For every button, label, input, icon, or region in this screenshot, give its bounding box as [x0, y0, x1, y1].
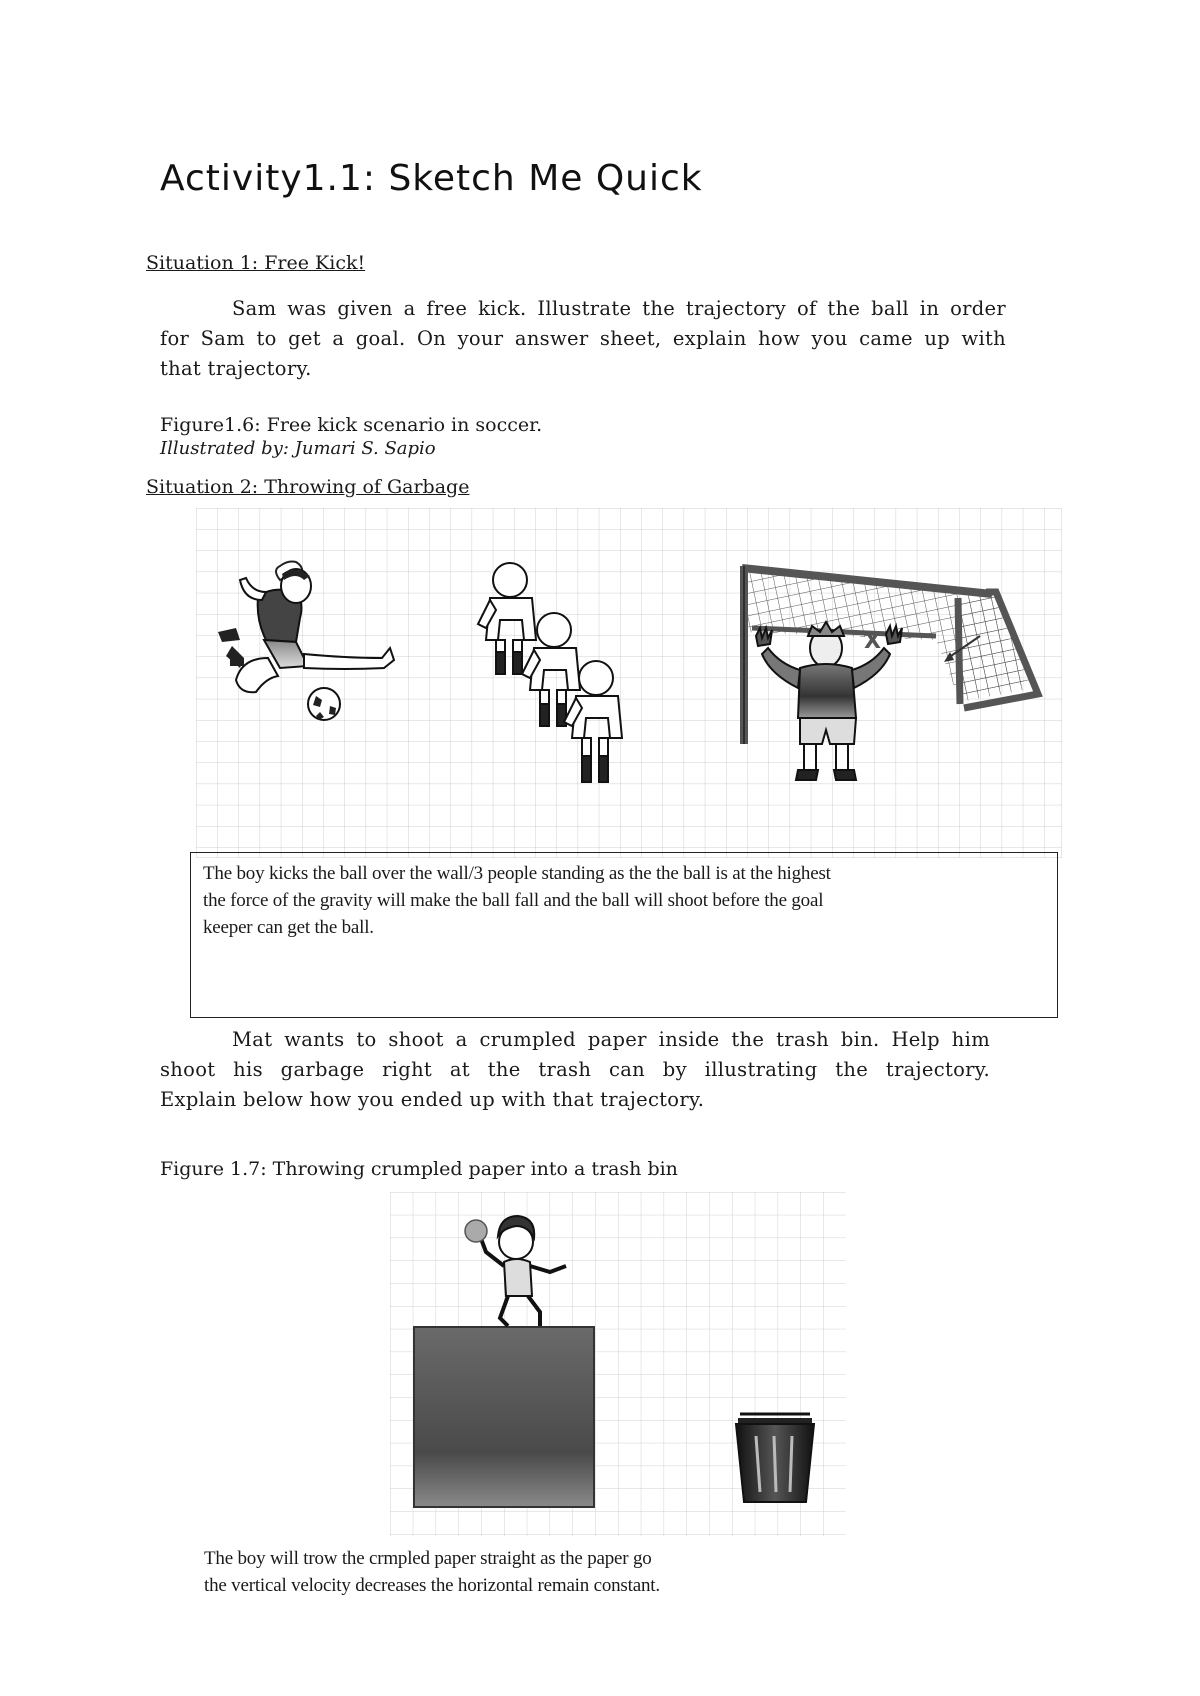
situation-2-paragraph-line-1: Mat wants to shoot a crumpled paper inside the trash bin. Help him: [232, 1028, 990, 1051]
illustration-credit: Illustrated by: Jumari S. Sapio: [160, 438, 436, 459]
situation-1-heading: Situation 1: Free Kick!: [146, 252, 366, 274]
situation-1-paragraph-line-2: for Sam to get a goal. On your answer sheet, explain how you came up with: [160, 327, 1006, 350]
situation-2-paragraph-line-2: shoot his garbage right at the trash can by illustrating the trajectory.: [160, 1058, 990, 1081]
situation-2-heading: Situation 2: Throwing of Garbage: [146, 476, 470, 498]
figure-1-6-caption: Figure1.6: Free kick scenario in soccer.: [160, 414, 543, 436]
situation-1-answer-line-3: keeper can get the ball.: [203, 917, 374, 938]
figure-1-7-caption: Figure 1.7: Throwing crumpled paper into a trash bin: [160, 1158, 678, 1180]
situation-2-paragraph-line-3: Explain below how you ended up with that trajectory.: [160, 1088, 705, 1111]
page-title: Activity1.1: Sketch Me Quick: [160, 158, 703, 199]
situation-1-answer-line-1: The boy kicks the ball over the wall/3 people standing as the the ball is at the highest: [203, 863, 831, 884]
situation-1-answer-box[interactable]: [190, 852, 1058, 1018]
trash-bin: [736, 1414, 814, 1502]
situation-2-answer-line-1: The boy will trow the crmpled paper straight as the paper go: [204, 1548, 652, 1569]
platform-box: [414, 1327, 594, 1507]
free-kick-figure: [196, 508, 1062, 858]
situation-1-paragraph-line-1: Sam was given a free kick. Illustrate the trajectory of the ball in order: [232, 297, 1006, 320]
situation-1-answer-line-2: the force of the gravity will make the ball fall and the ball will shoot before the goal: [203, 890, 824, 911]
situation-1-paragraph-line-3: that trajectory.: [160, 357, 312, 380]
goal-target-mark: X: [864, 629, 881, 654]
crumpled-paper-ball: [465, 1220, 487, 1242]
trash-throw-figure: [390, 1192, 846, 1536]
situation-2-answer-line-2: the vertical velocity decreases the horizontal remain constant.: [204, 1575, 660, 1596]
